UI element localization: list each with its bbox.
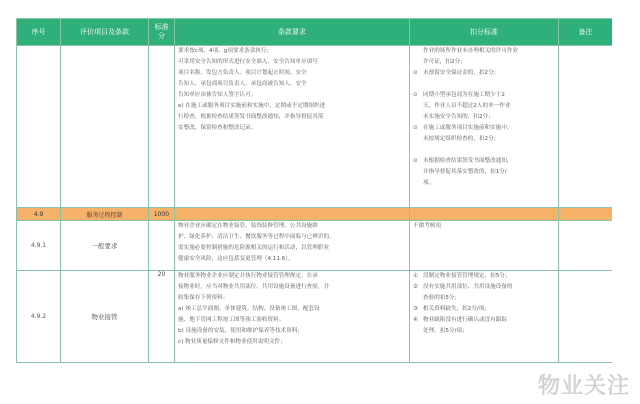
text-line: 物业企业应确定在物业接管、装饰装修管理、公共设施维 [178,223,318,229]
bullet-marker: ④ [413,317,419,323]
penalty-text: 相关资料缺失，扣2分/项； [423,306,490,312]
penalty-cell [410,46,559,208]
note-cell [559,271,613,363]
penalty-cell: 不做考核项 [410,221,559,271]
table-row [17,271,613,363]
row-item-cell [61,46,149,208]
penalty-text: 并指导督促其落实整改的，扣1分/ [423,169,507,175]
header-no: 序号 [17,19,61,46]
penalty-line [413,90,555,101]
note-cell [559,46,613,208]
header-penalty: 扣分标准 [410,19,559,46]
text-line: b) 设施设备的安装、使用和维护保养等技术资料； [178,328,303,334]
penalty-line [413,79,555,90]
section-blank [559,208,613,221]
penalty-text: 项。 [423,180,435,186]
penalty-text: 未实施安全告知的，扣2分； [423,114,494,120]
penalty-line [413,304,555,315]
penalty-line [413,293,555,304]
penalty-line [413,178,555,189]
penalty-line [413,68,555,79]
header-score: 标准分 [149,19,175,46]
text-line: 可采用安全告知的形式进行安全准入，安全告知单应填写 [178,59,318,65]
document-page [16,18,612,388]
penalty-text: 在施工或服务项目实施前和实施中， [423,125,513,131]
table-row [17,221,613,271]
penalty-line [413,282,555,293]
section-blank [175,208,410,221]
text-line: 行检查，根据检查结果签发书面整改通知，并指导督促其落 [178,114,324,120]
penalty-line [413,271,555,282]
row-score: 20 [149,271,175,363]
header-item: 评价项目及条款 [61,19,149,46]
text-line: 要求按c项、4项、g项要求条款执行； [178,48,273,54]
bullet-marker: ⊙ [413,125,418,131]
requirements-cell [175,46,410,208]
bullet-marker: ⊙ [413,92,418,98]
row-score-cell [149,46,175,208]
row-no: 4.9.2 [17,271,61,363]
text-line: 接物业时，应当对物业共用部位、共用设施设备进行查验，并 [178,284,330,290]
penalty-line [413,123,555,134]
row-score [149,221,175,271]
note-cell [559,221,613,271]
penalty-text: 处理，扣5分/项； [423,328,468,334]
penalty-text: 同期小型承包商为在施工期少于2 [423,92,505,98]
penalty-text: 没制定物业接管管理规定，扣5分； [423,273,511,279]
watermark-logo: 物业关注 [537,374,630,399]
penalty-line [413,167,555,178]
section-no: 4.9 [17,208,61,221]
section-blank [410,208,559,221]
penalty-text: 作业的场所作业未办理相关的许可作业 [423,48,519,54]
header-requirements: 条款要求 [175,19,410,46]
text-line: 物业服务物业企业应制定并执行物业接管管理规定，在承 [178,273,318,279]
penalty-text: 查验的扣5分； [423,295,461,301]
penalty-cell [410,271,559,363]
text-line: e) 在施工或服务项目实施前和实施中，定期或不定期组织进 [178,103,326,109]
bullet-marker: ⊙ [413,70,418,76]
section-title: 服务过程控制 [61,208,149,221]
penalty-line [413,112,555,123]
penalty-line [413,46,555,57]
penalty-text: 许可证，扣2分； [423,59,466,65]
bullet-marker: ② [413,284,419,290]
text-line: 护、绿化养护、清洁卫生、餐饮服务等过程中面临与已辨识的、 [178,234,335,240]
text-line: 项目名称、发包方负责人、项目计划起止时间、安全 [178,70,307,76]
penalty-line [413,57,555,68]
text-line: a) 竣工总平面图，单体建筑、结构、设备竣工图，配套设 [178,306,320,312]
text-line: 需实施必要控制措施的危险源相关的运行和活动，以管理职业 [178,245,330,251]
text-line: 实整改，保留检查和整改记录。 [178,125,257,131]
requirements-cell [175,271,410,363]
evaluation-table [16,18,612,363]
penalty-line [413,134,555,145]
row-item: 物业接管 [61,271,149,363]
section-score: 1000 [149,208,175,221]
text-line: 健康安全风险，这应包括变更管理（4.11.6）。 [178,256,294,262]
text-line: 告知人、承包商项目负责人、承包商被告知人、安全 [178,81,307,87]
table-header-row [17,19,613,46]
penalty-text [423,147,425,153]
requirements-cell [175,221,410,271]
text-line: c) 物业质量保修文件和物业使用说明文件； [178,339,286,345]
row-no: 4.9.1 [17,221,61,271]
row-no-cell [17,46,61,208]
bullet-marker: ① [413,273,419,279]
table-row [17,46,613,208]
penalty-text [423,81,425,87]
penalty-text: 物业缺陷没有进行确认或没有跟踪 [423,317,507,323]
penalty-line [413,326,555,337]
text-line: 收集保存下列资料： [178,295,229,301]
penalty-text: 天，作业人员不超过2人的单一作业 [423,103,511,109]
penalty-line [413,315,555,326]
bullet-marker: ⊙ [413,158,418,164]
penalty-line [413,101,555,112]
bullet-marker: ③ [413,306,419,312]
penalty-line [413,145,555,156]
penalty-text: 没有实施共用部位、共用设施设备的 [423,284,513,290]
row-item: 一般要求 [61,221,149,271]
penalty-line [413,156,555,167]
penalty-text: 未按规定组织检查的，扣2分； [423,136,500,142]
section-row [17,208,613,221]
penalty-text: 未根据检查结果签发书面整改通知， [423,158,513,164]
text-line: 施、地下管网工程竣工图等竣工验收资料； [178,317,285,323]
penalty-text: 未预留安全保证金的，扣2分； [423,70,500,76]
text-line: 告知单应由被告知人签字认可； [178,92,257,98]
header-note: 备注 [559,19,613,46]
